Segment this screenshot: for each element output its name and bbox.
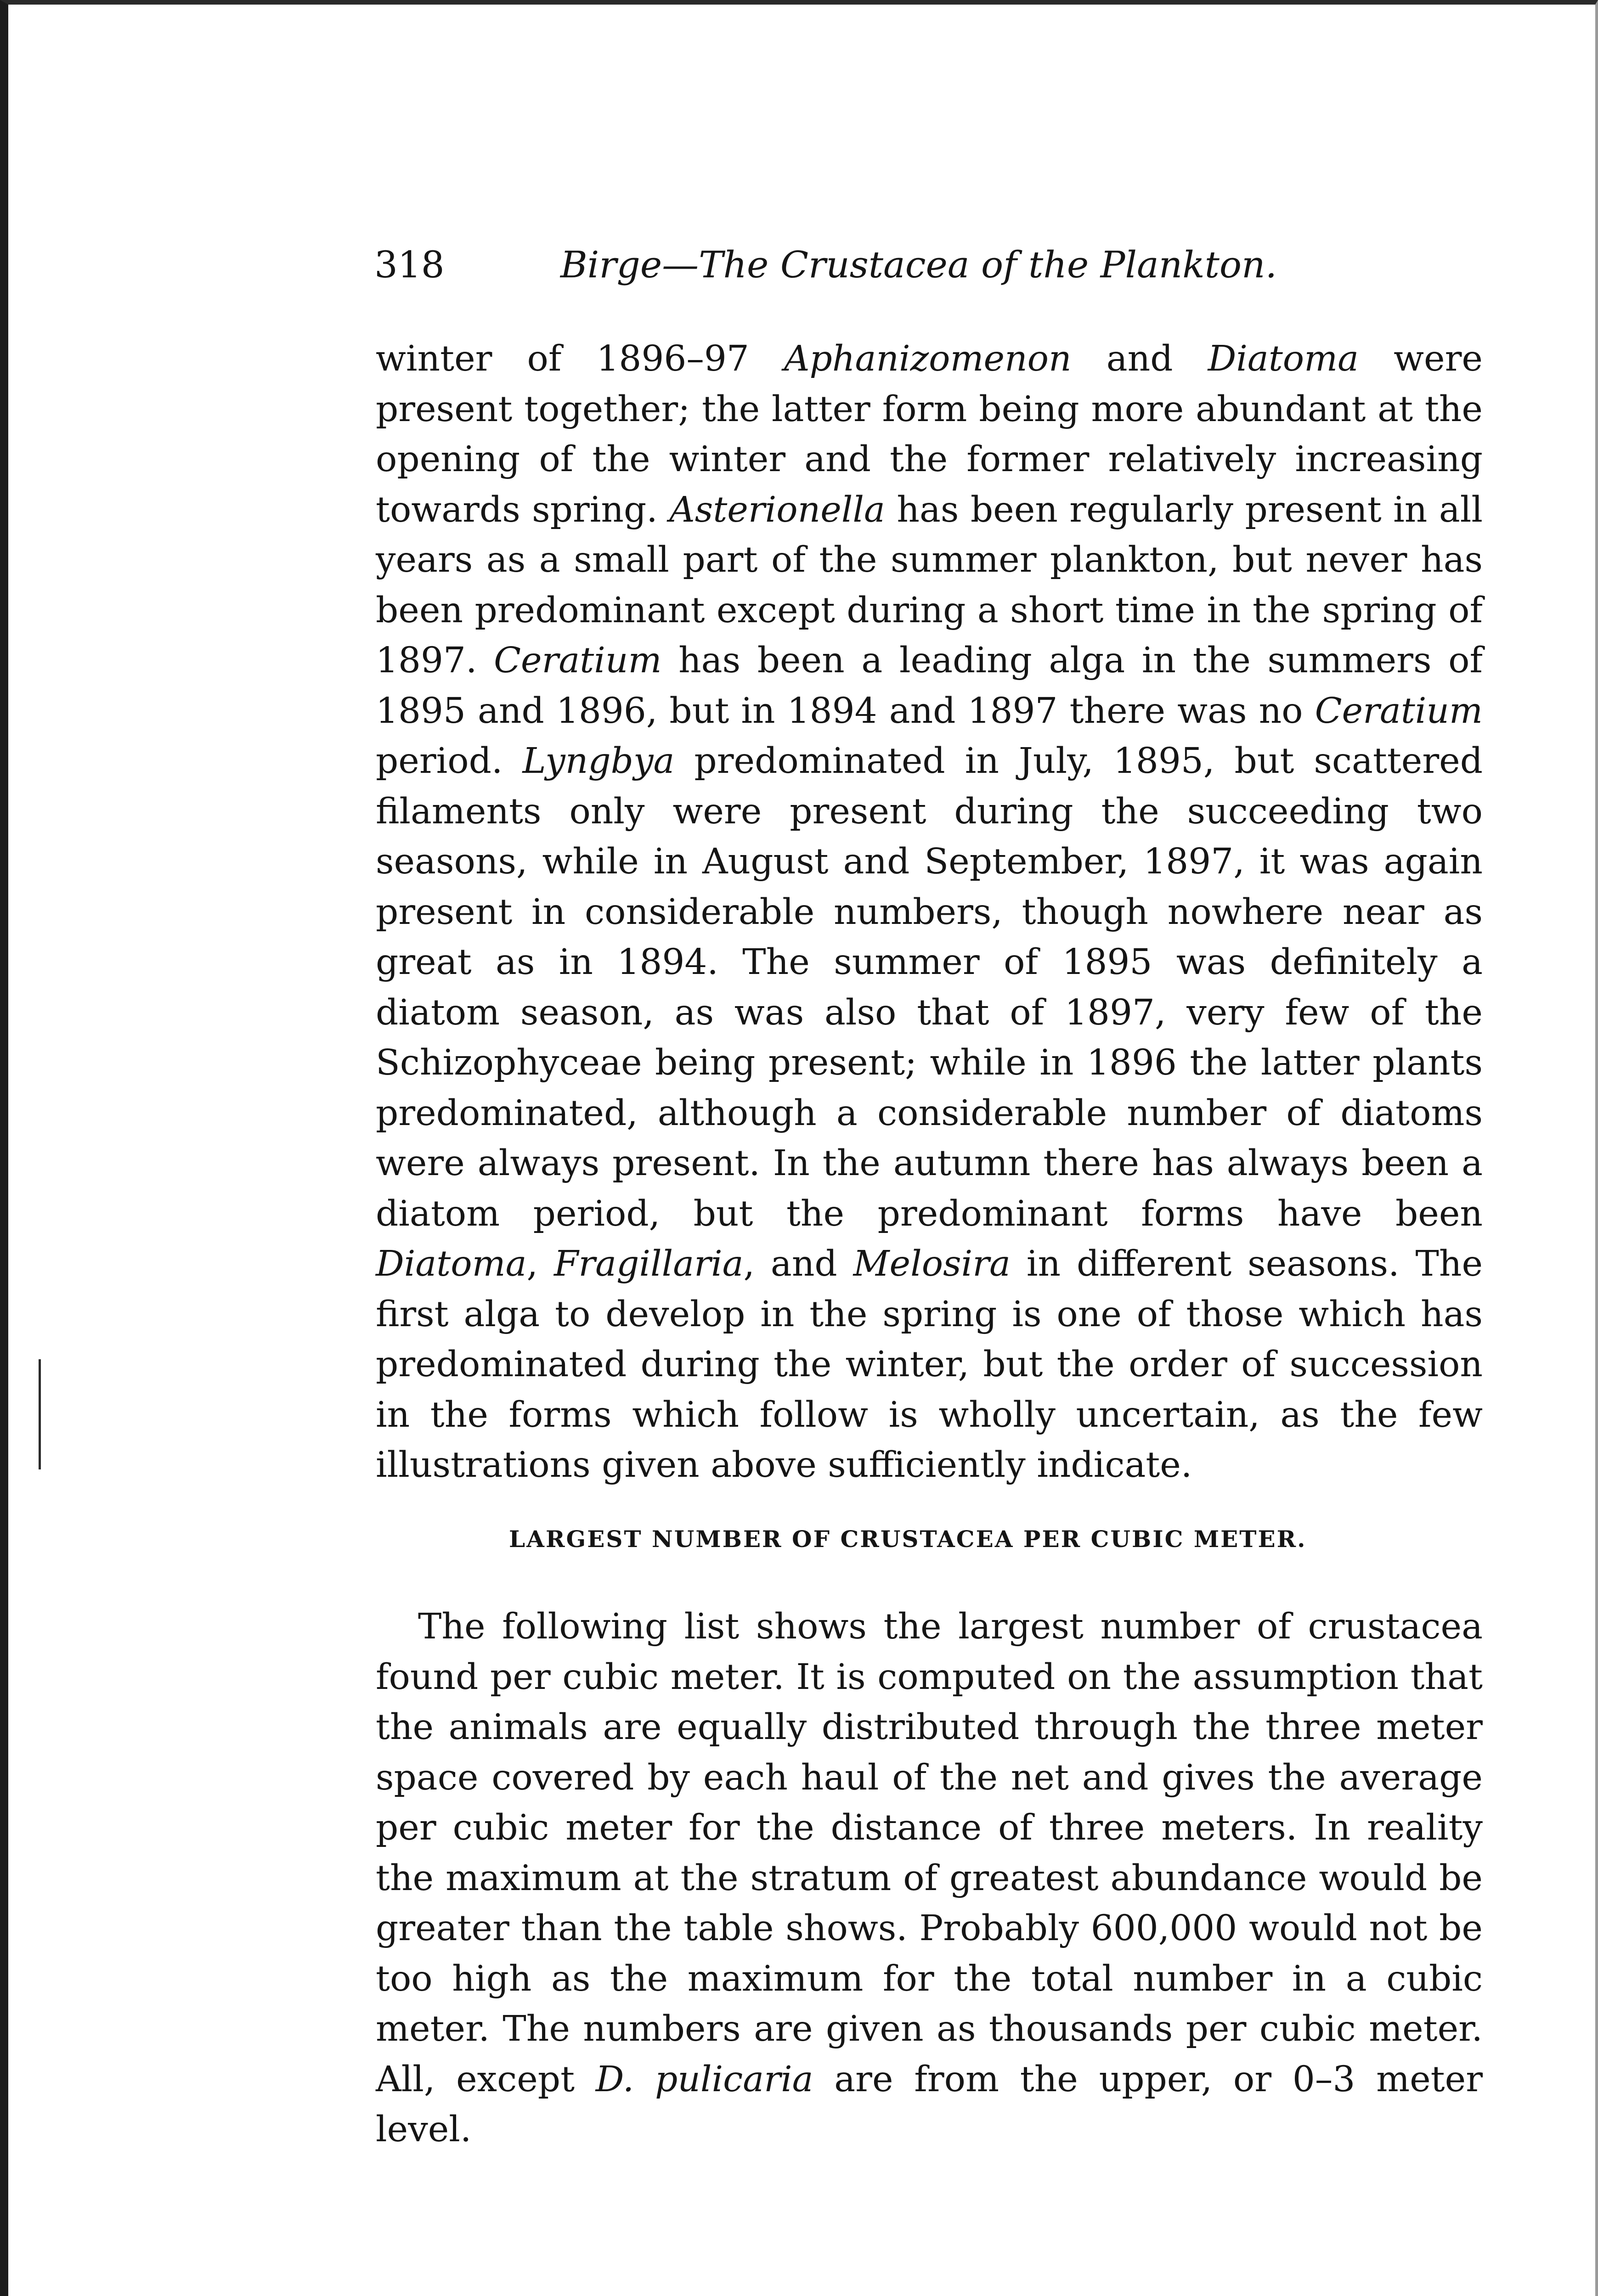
body-paragraph-1 [376, 334, 1483, 1491]
text-run: predominated in July, 1895, but scattered filaments only were present during the succeeding two seasons, while in August and September, 1897, it was again present in considerable numbers, though nowhere near as great as in 1894. The summer of 1895 was definitely a diatom season, as was also that of 1897, very few of the Schizophyceae being present; while in 1896 the latter plants predominated, although a considerable number of diatoms were always present. In the autumn there has always been a diatom period, but the predominant forms have been [376, 741, 1483, 1234]
italic-term: Ceratium [494, 640, 662, 681]
italic-term: Diatoma [376, 1244, 527, 1284]
text-run: The following list shows the largest number of crustacea found per cubic meter. It is computed on the assumption that the animals are equally distributed through the three meter space covered by each haul of the net and gives the average per cubic meter for the distance of three meters. In reality the maximum at the stratum of greatest abundance would be greater than the table shows. Probably 600,000 would not be too high as the maximum for the total number in a cubic meter. The numbers are given as thousands per cubic meter. All, except [376, 1606, 1483, 2100]
body-paragraph-2 [376, 1602, 1483, 2155]
text-run: and [1071, 338, 1208, 379]
margin-mark [39, 1359, 41, 1469]
italic-term: Fragillaria [553, 1244, 744, 1284]
page-header [374, 243, 1298, 298]
text-run: period. [376, 741, 523, 782]
page-number: 318 [374, 243, 445, 286]
italic-term: Melosira [853, 1244, 1011, 1284]
text-run: are from the upper, or 0–3 meter level. [376, 2059, 1483, 2150]
italic-term: Ceratium [1315, 690, 1483, 732]
text-run: , and [743, 1244, 853, 1284]
text-run: has been regularly present in all years as a small part of the summer plankton, but never has been predominant except during a short time in the spring of 1897. [376, 489, 1483, 681]
text-run: , [526, 1244, 554, 1284]
text-run: has been a leading alga in the summers of 1895 and 1896, but in 1894 and 1897 there was no [376, 640, 1483, 732]
section-heading: LARGEST NUMBER OF CRUSTACEA PER CUBIC METER. [509, 1525, 1307, 1553]
italic-term: Lyngbya [522, 741, 675, 782]
italic-term: Asterionella [669, 489, 885, 530]
italic-term: Diatoma [1208, 338, 1359, 379]
text-run: were present together; the latter form being more abundant at the opening of the winter and the former relatively increasing towards spring. [376, 338, 1483, 530]
text-run: in different seasons. The first alga to develop in the spring is one of those which has predominated during the winter, but the order of succession in the forms which follow is wholly uncertain, as the few illustrations given above sufficiently indicate. [376, 1244, 1483, 1486]
text-run: winter of 1896–97 [376, 338, 784, 379]
running-title: Birge—The Crustacea of the Plankton. [560, 243, 1277, 286]
italic-term: D. pulicaria [595, 2059, 813, 2100]
italic-term: Aphanizomenon [784, 338, 1072, 379]
